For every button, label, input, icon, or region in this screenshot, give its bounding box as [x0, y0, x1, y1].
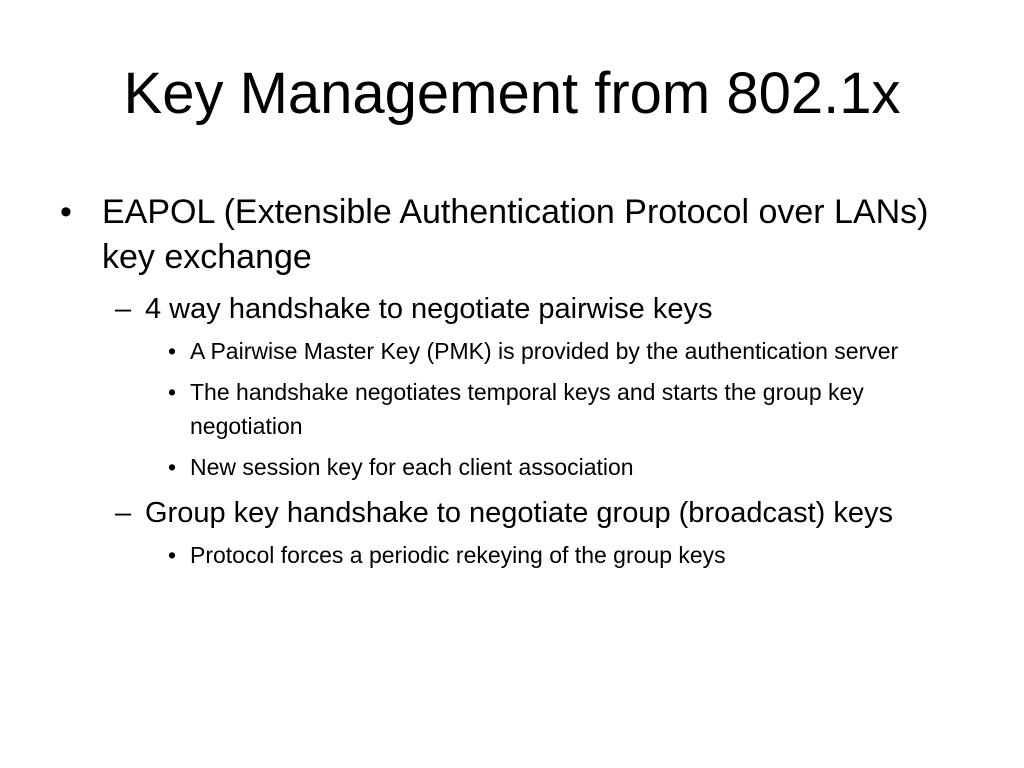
bullet-level1-eapol — [60, 190, 970, 280]
bullet-level3-rekeying — [60, 538, 970, 572]
bullet-icon: • — [168, 379, 177, 405]
bullet-text: New session key for each client association — [190, 454, 634, 480]
slide-title: Key Management from 802.1x — [123, 61, 901, 126]
bullet-text: The handshake negotiates temporal keys and starts the group key negotiation — [190, 379, 864, 439]
bullet-icon: • — [168, 542, 177, 568]
bullet-level3-temporal-keys — [60, 375, 970, 443]
bullet-icon: • — [168, 338, 177, 364]
dash-icon: – — [115, 293, 132, 325]
bullet-level2-group-key-handshake — [60, 494, 970, 532]
bullet-text: A Pairwise Master Key (PMK) is provided by the authentication server — [190, 338, 899, 364]
dash-icon: – — [115, 497, 132, 529]
bullet-icon: • — [168, 454, 177, 480]
bullet-level3-pmk — [60, 334, 970, 368]
bullet-icon: • — [60, 193, 72, 231]
bullet-level2-four-way-handshake — [60, 290, 970, 328]
bullet-text: Protocol forces a periodic rekeying of the group keys — [190, 542, 726, 568]
bullet-level3-session-key — [60, 450, 970, 484]
bullet-text: Group key handshake to negotiate group (broadcast) keys — [145, 497, 894, 529]
bullet-text: 4 way handshake to negotiate pairwise keys — [145, 293, 713, 325]
bullet-text: EAPOL (Extensible Authentication Protocol over LANs) key exchange — [102, 193, 929, 276]
slide-body — [60, 190, 970, 572]
